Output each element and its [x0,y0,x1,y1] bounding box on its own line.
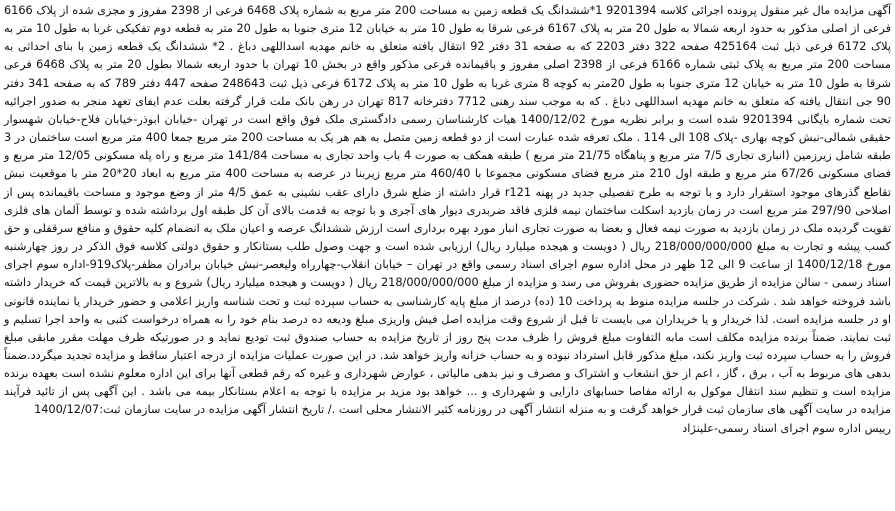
notice-signature: رییس اداره سوم اجرای اسناد رسمی-علینژاد [682,421,891,435]
notice-body-text: آگهی مزایده مال غیر منقول پرونده اجرائی کلاسه 9201394 1*ششدانگ یک قطعه زمین به مساحت 200 متر مربع به شماره پلاک 6468 فرعی از 2398 مفروز و مجزی شده از پلاک 6166 فرعی از اصلی مذکور به حدود اربعه شمالا به طول 20 متر به پلاک 6167 فرعی شرقا به طول 10 متر به خیابان 12 متری جنوبا به طول 20 متر به قطعه دوم تفکیکی غربا به طول 10 متر به پلاک 6172 فرعی ذیل ثبت 425164 صفحه 322 دفتر 2203 که به صفحه 31 دفتر 92 انتقال یافته متعلق به خانم مهدیه اسداللهی دباغ . 2* ششدانگ یک قطعه زمین با بنای احداثی به مساحت 200 متر مربع به پلاک ثبتی شماره 6166 فرعی از 2398 اصلی مفروز و باقیمانده فرعی مذکور واقع در بخش 10 تهران با حدود اربعه شمالا بطول 20 متر به پلاک 6468 فرعی شرقا به طول 10 متر به خیابان 12 متری جنوبا به طول 20متر به کوچه 8 متری غربا به طول 10 متر به پلاک 6172 فرعی ذیل ثبت 248643 صفحه 447 دفتر 789 که به صفحه 341 دفتر 90 جی انتقال یافته که متعلق به خانم مهدیه اسداللهی دباغ . که به موجب سند رهنی 7712 دفترخانه 817 تهران در رهن بانک ملت قرار گرفته بعلت عدم ایفای تعهد منجر به صدور اجرائیه تحت شماره بایگانی 9201394 شده است و برابر نظریه مورخ 1400/12/02 هیات کارشناسان رسمی دادگستری ملک فوق واقع است در تهران -خیابان ابوذر-خیابان فلاح-خیابان شهسوار حقیقی شمالی-نبش کوچه بهاری -پلاک 108 الی 114 . ملک تعرفه شده عبارت است از دو قطعه زمین متصل به هم هر یک به مساحت 200 متر مربع جمعا 400 متر مربع است ساختمان در 3 طبقه شامل زیرزمین (انباری تجاری 7/5 متر مربع و پناهگاه 21/75 متر مربع ) طبقه همکف به صورت 4 باب واحد تجاری به مساحت 141/84 متر مربع و راه پله مسکونی 12/05 متر مربع و فضای مسکونی 67/26 متر مربع و طبقه اول 210 متر مربع فضای مسکونی مجموعا با 460/40 متر مربع زیربنا در عرصه به مساحت 400 متر مربع به ابعاد 20*20 متر با موقعیت نبش تقاطع گذرهای موجود استقرار دارد و با توجه به طرح تفصیلی جدید در پهنه r121 قرار داشته از ضلع شرق دارای عقب نشینی به عمق 4/5 متر از وضع موجود و مساحت باقیمانده پس از اصلاحی 297/90 متر مربع است در زمان بازدید اسکلت ساختمان نیمه فلزی فاقد ضربدری دیوار های آجری و با توجه به قدمت بالای آن کل طبقه اول برداشته شده و توسط آلمان های فلزی تقویت گردیده ملک در زمان بازدید به صورت نیمه فعال و بعضا به صورت تجاری انبار مورد بهره برداری است ارزش ششدانگ عرصه و اعیان ملک به انضمام کلیه حقوق و منافع سرقفلی و حق کسب پیشه و تجارت به مبلغ 218/000/000/000 ریال ( دویست و هیجده میلیارد ریال) ارزیابی شده است و جهت وصول طلب بستانکار و حقوق دولتی کلاسه فوق الذکر در روز چهارشنبه مورخ 1400/12/18 از ساعت 9 الی 12 ظهر در محل اداره سوم اجرای اسناد رسمی واقع در تهران – خیابان انقلاب-چهارراه ولیعصر-نبش خیابان برادران مظفر-پلاک919-اداره سوم اجرای اسناد رسمی - سالن مزایده از طریق مزایده حضوری بفروش می رسد و مزایده از مبلغ 218/000/000/000 ریال ( دویست و هیجده میلیارد ریال) شروع و به بالاترین قیمت که خریدار داشته باشد فروخته خواهد شد . شرکت در جلسه مزایده منوط به پرداخت 10 (ده) درصد از مبلغ پایه کارشناسی به حساب سپرده ثبت و تحت شناسه واریز اعلامی و حضور خریدار یا نماینده قانونی او در جلسه مزایده است. لذا خریدار و یا خریداران می بایست تا قبل از شروع وقت مزایده اصل فیش واریزی مبلغ ودیعه ده درصد بنام خود را به همراه درخواست کتبی به واحد اجرا تسلیم و ثبت نمایند. ضمناً برنده مزایده مکلف است مابه التفاوت مبلغ فروش را ظرف مدت پنج روز از تاریخ مزایده به حساب صندوق ثبت تودیع نماید و در صورتیکه ظرف مهلت مقرر مابقی مبلغ فروش را به حساب سپرده ثبت واریز نکند، مبلغ مذکور قابل استرداد نبوده و به حساب خزانه واریز خواهد شد. در این صورت عملیات مزایده از درجه اعتبار ساقط و مزایده تجدید میگردد.ضمناً بدهی های مربوط به آب ، برق ، گاز ، اعم از حق انشعاب و اشتراک و مصرف و نیز بدهی مالیاتی ، عوارض شهرداری و غیره که رقم قطعی آنها برای این اداره معلوم نشده است بعهده برنده مزایده است و تنظیم سند انتقال موکول به ارائه مفاصا حسابهای دارایی و شهرداری و ... خواهد بود مزید بر مزایده با توجه به اعلام بستانکار بیمه می باشد . این آگهی پس از تائید فرآیند مزایده در سایت آگهی های سازمان ثبت قرار خواهد گرفت و به منزله انتشار آگهی در روزنامه کثیر الانتشار محلی است ./ تاریخ انتشار آگهی مزایده در سایت سازمان ثبت:1400/12/07 [4,4,892,417]
